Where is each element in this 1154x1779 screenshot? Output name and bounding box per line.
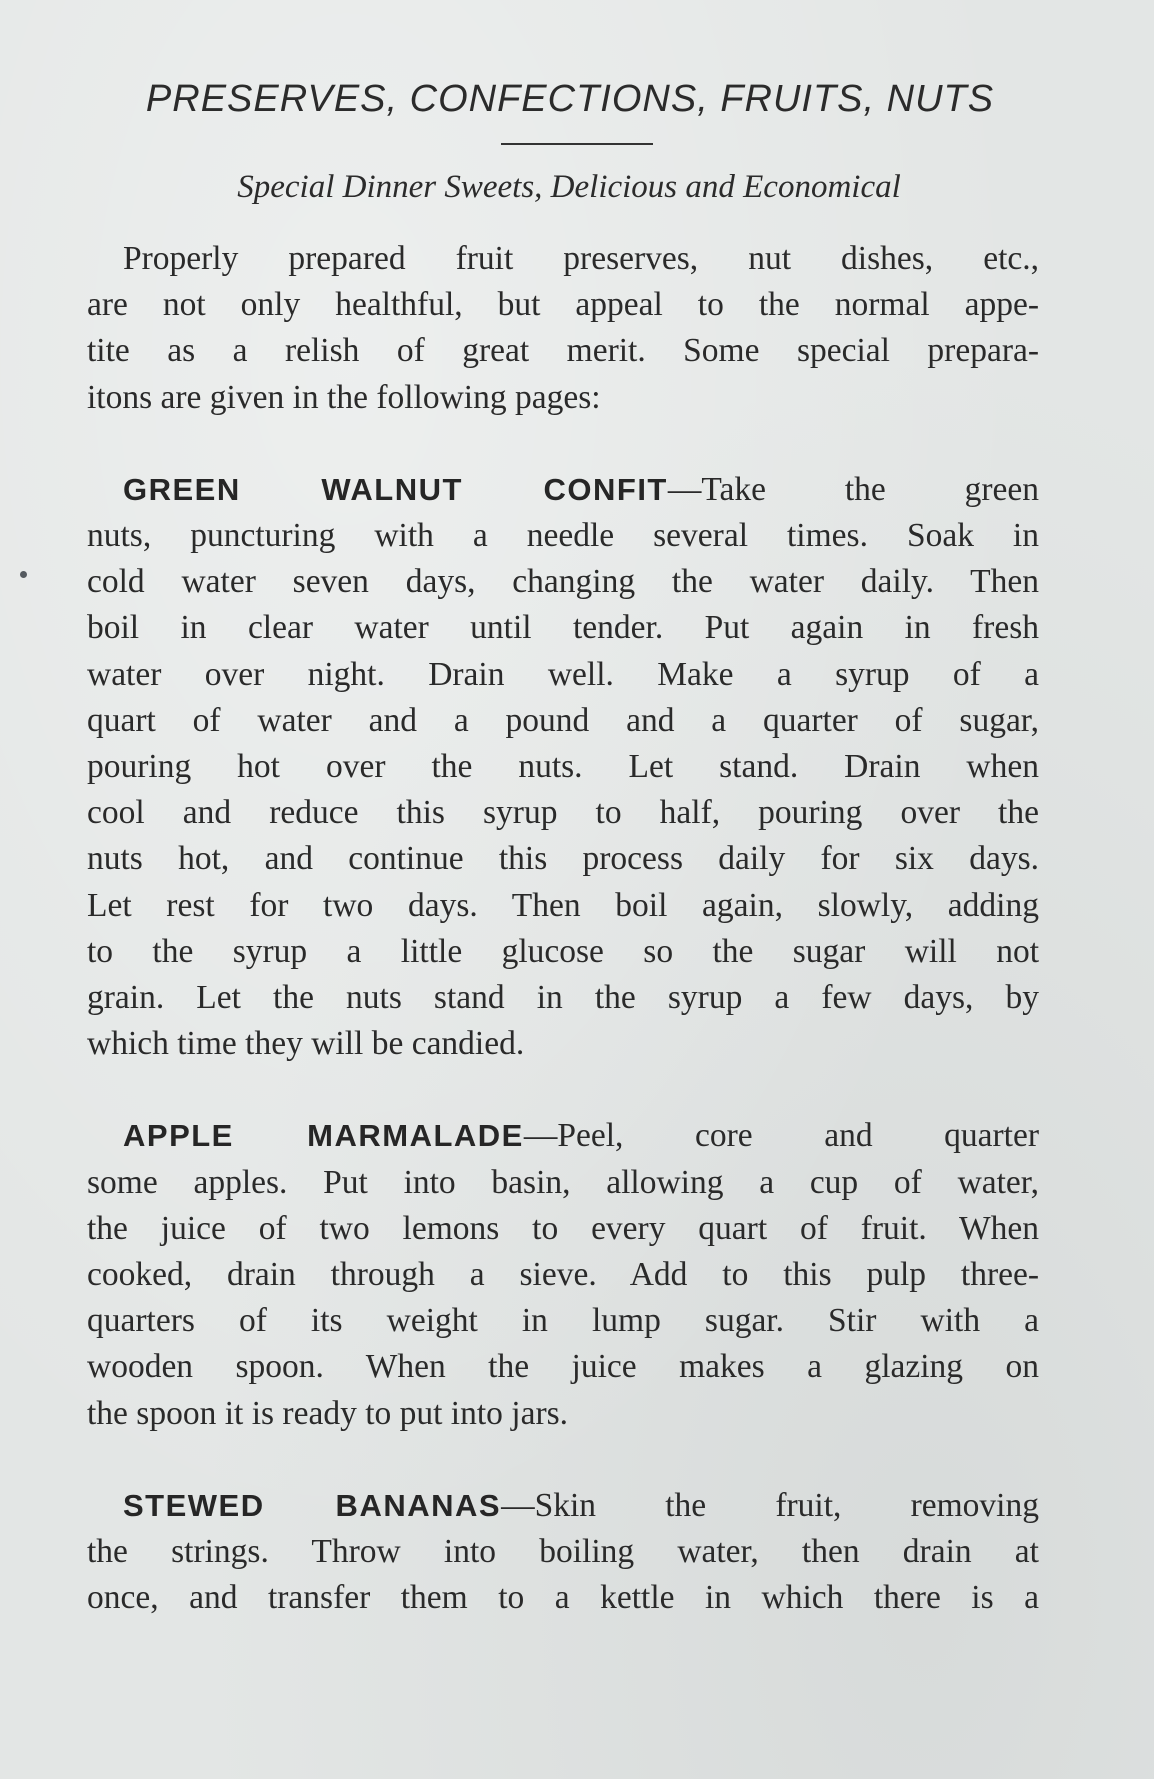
recipe-apple-marmalade <box>87 1113 1039 1436</box>
recipe-first-line <box>87 1483 1039 1529</box>
recipe-line: pouring hot over the nuts. Let stand. Drain when <box>87 748 1039 786</box>
recipe-line: to the syrup a little glucose so the sugar will not <box>87 932 1039 970</box>
recipe-text: —Skin the fruit, removing <box>501 1486 1039 1524</box>
page-heading: PRESERVES, CONFECTIONS, FRUITS, NUTS <box>145 78 995 120</box>
recipe-title: APPLE MARMALADE <box>123 1118 524 1154</box>
recipe-line: once, and transfer them to a kettle in which there is a <box>87 1579 1039 1617</box>
recipe-line: boil in clear water until tender. Put again in fresh <box>87 609 1039 647</box>
page-speck <box>20 571 27 578</box>
intro-line: are not only healthful, but appeal to the normal appe- <box>87 286 1039 324</box>
intro-line: itons are given in the following pages: <box>87 378 601 416</box>
recipe-line: wooden spoon. When the juice makes a glazing on <box>87 1348 1039 1386</box>
recipe-line: water over night. Drain well. Make a syrup of a <box>87 655 1039 693</box>
recipe-text: —Peel, core and quarter <box>523 1117 1039 1155</box>
recipe-first-line <box>87 467 1039 513</box>
recipe-text: —Take the green <box>667 470 1040 508</box>
heading-rule <box>501 143 653 145</box>
recipe-green-walnut-confit <box>87 467 1039 1068</box>
intro-line: tite as a relish of great merit. Some special prepara- <box>87 332 1039 370</box>
recipe-title: STEWED BANANAS <box>123 1487 502 1523</box>
recipe-line: cooked, drain through a sieve. Add to this pulp three- <box>87 1256 1039 1294</box>
recipe-line: nuts hot, and continue this process daily for six days. <box>87 840 1039 878</box>
intro-paragraph <box>87 236 1039 421</box>
recipe-line: quart of water and a pound and a quarter of sugar, <box>87 701 1039 739</box>
recipe-line: cool and reduce this syrup to half, pouring over the <box>87 794 1039 832</box>
recipe-line: some apples. Put into basin, allowing a cup of water, <box>87 1163 1039 1201</box>
recipe-line: the juice of two lemons to every quart of fruit. When <box>87 1209 1039 1247</box>
recipe-stewed-bananas <box>87 1483 1039 1622</box>
page-subtitle: Special Dinner Sweets, Delicious and Economical <box>237 169 901 205</box>
recipe-title: GREEN WALNUT CONFIT <box>123 471 668 507</box>
recipe-line: quarters of its weight in lump sugar. Stir with a <box>87 1302 1039 1340</box>
recipe-line: nuts, puncturing with a needle several times. Soak in <box>87 517 1039 555</box>
recipe-line: the spoon it is ready to put into jars. <box>87 1394 569 1432</box>
recipe-line: grain. Let the nuts stand in the syrup a few days, by <box>87 979 1039 1017</box>
recipe-line: Let rest for two days. Then boil again, slowly, adding <box>87 886 1039 924</box>
recipe-line: the strings. Throw into boiling water, then drain at <box>87 1533 1039 1571</box>
intro-line: Properly prepared fruit preserves, nut dishes, etc., <box>123 240 1039 277</box>
recipe-line: which time they will be candied. <box>87 1025 525 1063</box>
recipe-line: cold water seven days, changing the water daily. Then <box>87 563 1039 601</box>
recipe-first-line <box>87 1113 1039 1159</box>
